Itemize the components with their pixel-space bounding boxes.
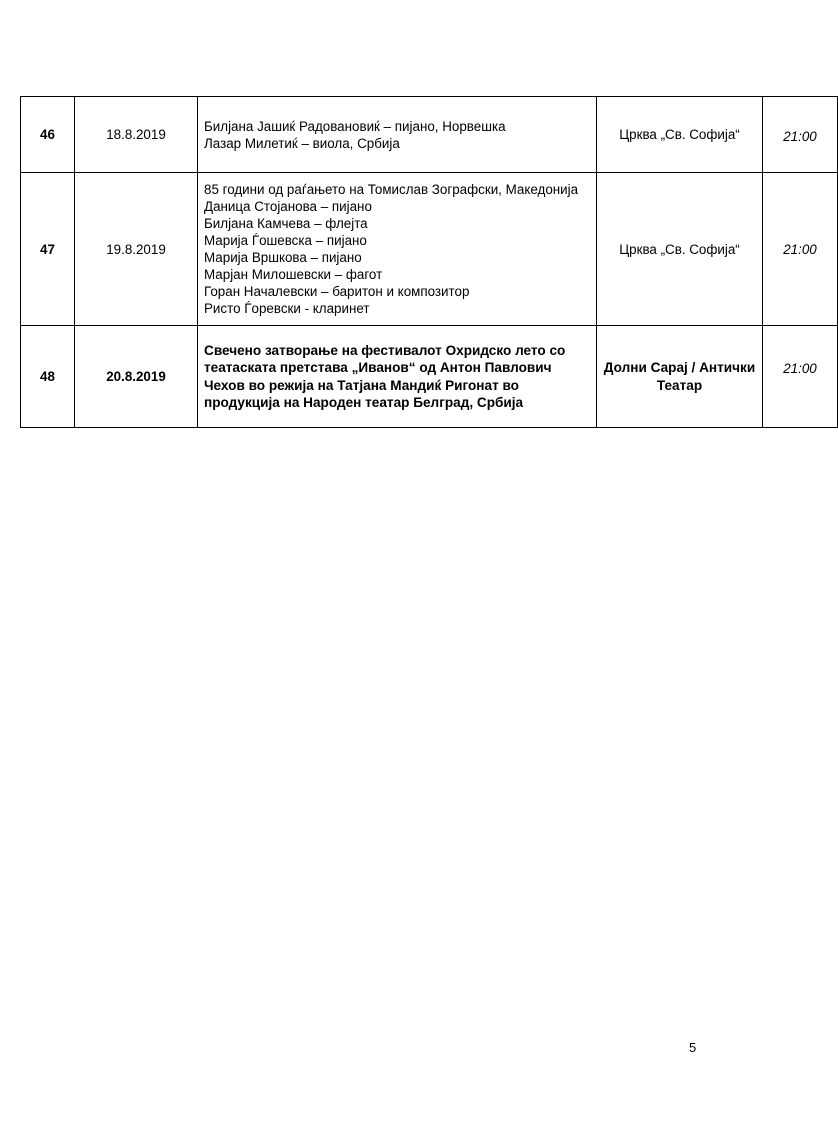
event-program (198, 173, 597, 326)
program-line: Ристо Ѓоревски - кларинет (204, 301, 370, 316)
event-number: 46 (21, 97, 75, 173)
program-line: Марија Вршкова – пијано (204, 250, 362, 265)
program-line: Марјан Милошевски – фагот (204, 267, 383, 282)
event-venue: Црква „Св. Софија“ (597, 97, 763, 173)
event-time-cell (763, 326, 838, 428)
program-line: Свечено затворање на фестивалот Охридско лето со театаската претстава „Иванов“ од Антон Павлович Чехов во режија на Татјана Мандиќ Ригонат во продукција на Народен театар Белград, Србија (204, 342, 566, 410)
event-time: 21:00 (783, 241, 817, 257)
program-line: Марија Ѓошевска – пијано (204, 233, 367, 248)
table-row (21, 97, 838, 173)
event-time-cell (763, 97, 838, 173)
event-number: 48 (21, 326, 75, 428)
event-time-cell (763, 173, 838, 326)
program-line: Даница Стојанова – пијано (204, 199, 372, 214)
event-date: 18.8.2019 (75, 97, 198, 173)
page-number: 5 (689, 1040, 697, 1055)
program-line: 85 години од раѓањето на Томислав Зографски, Македонија (204, 182, 579, 197)
event-time: 21:00 (783, 361, 817, 376)
program-line: Билјана Камчева – флејта (204, 216, 368, 231)
table-row (21, 326, 838, 428)
event-venue: Долни Сарај / Антички Театар (597, 326, 763, 428)
event-date: 20.8.2019 (75, 326, 198, 428)
event-number: 47 (21, 173, 75, 326)
event-date: 19.8.2019 (75, 173, 198, 326)
event-program (198, 97, 597, 173)
event-venue: Црква „Св. Софија“ (597, 173, 763, 326)
table-row (21, 173, 838, 326)
event-time: 21:00 (783, 129, 817, 144)
program-line: Горан Началевски – баритон и композитор (204, 284, 470, 299)
schedule-table (20, 96, 838, 428)
program-line: Билјана Јашиќ Радовановиќ – пијано, Норвешка (204, 118, 506, 134)
program-line: Лазар Милетиќ – виола, Србија (204, 135, 400, 151)
event-program (198, 326, 597, 428)
